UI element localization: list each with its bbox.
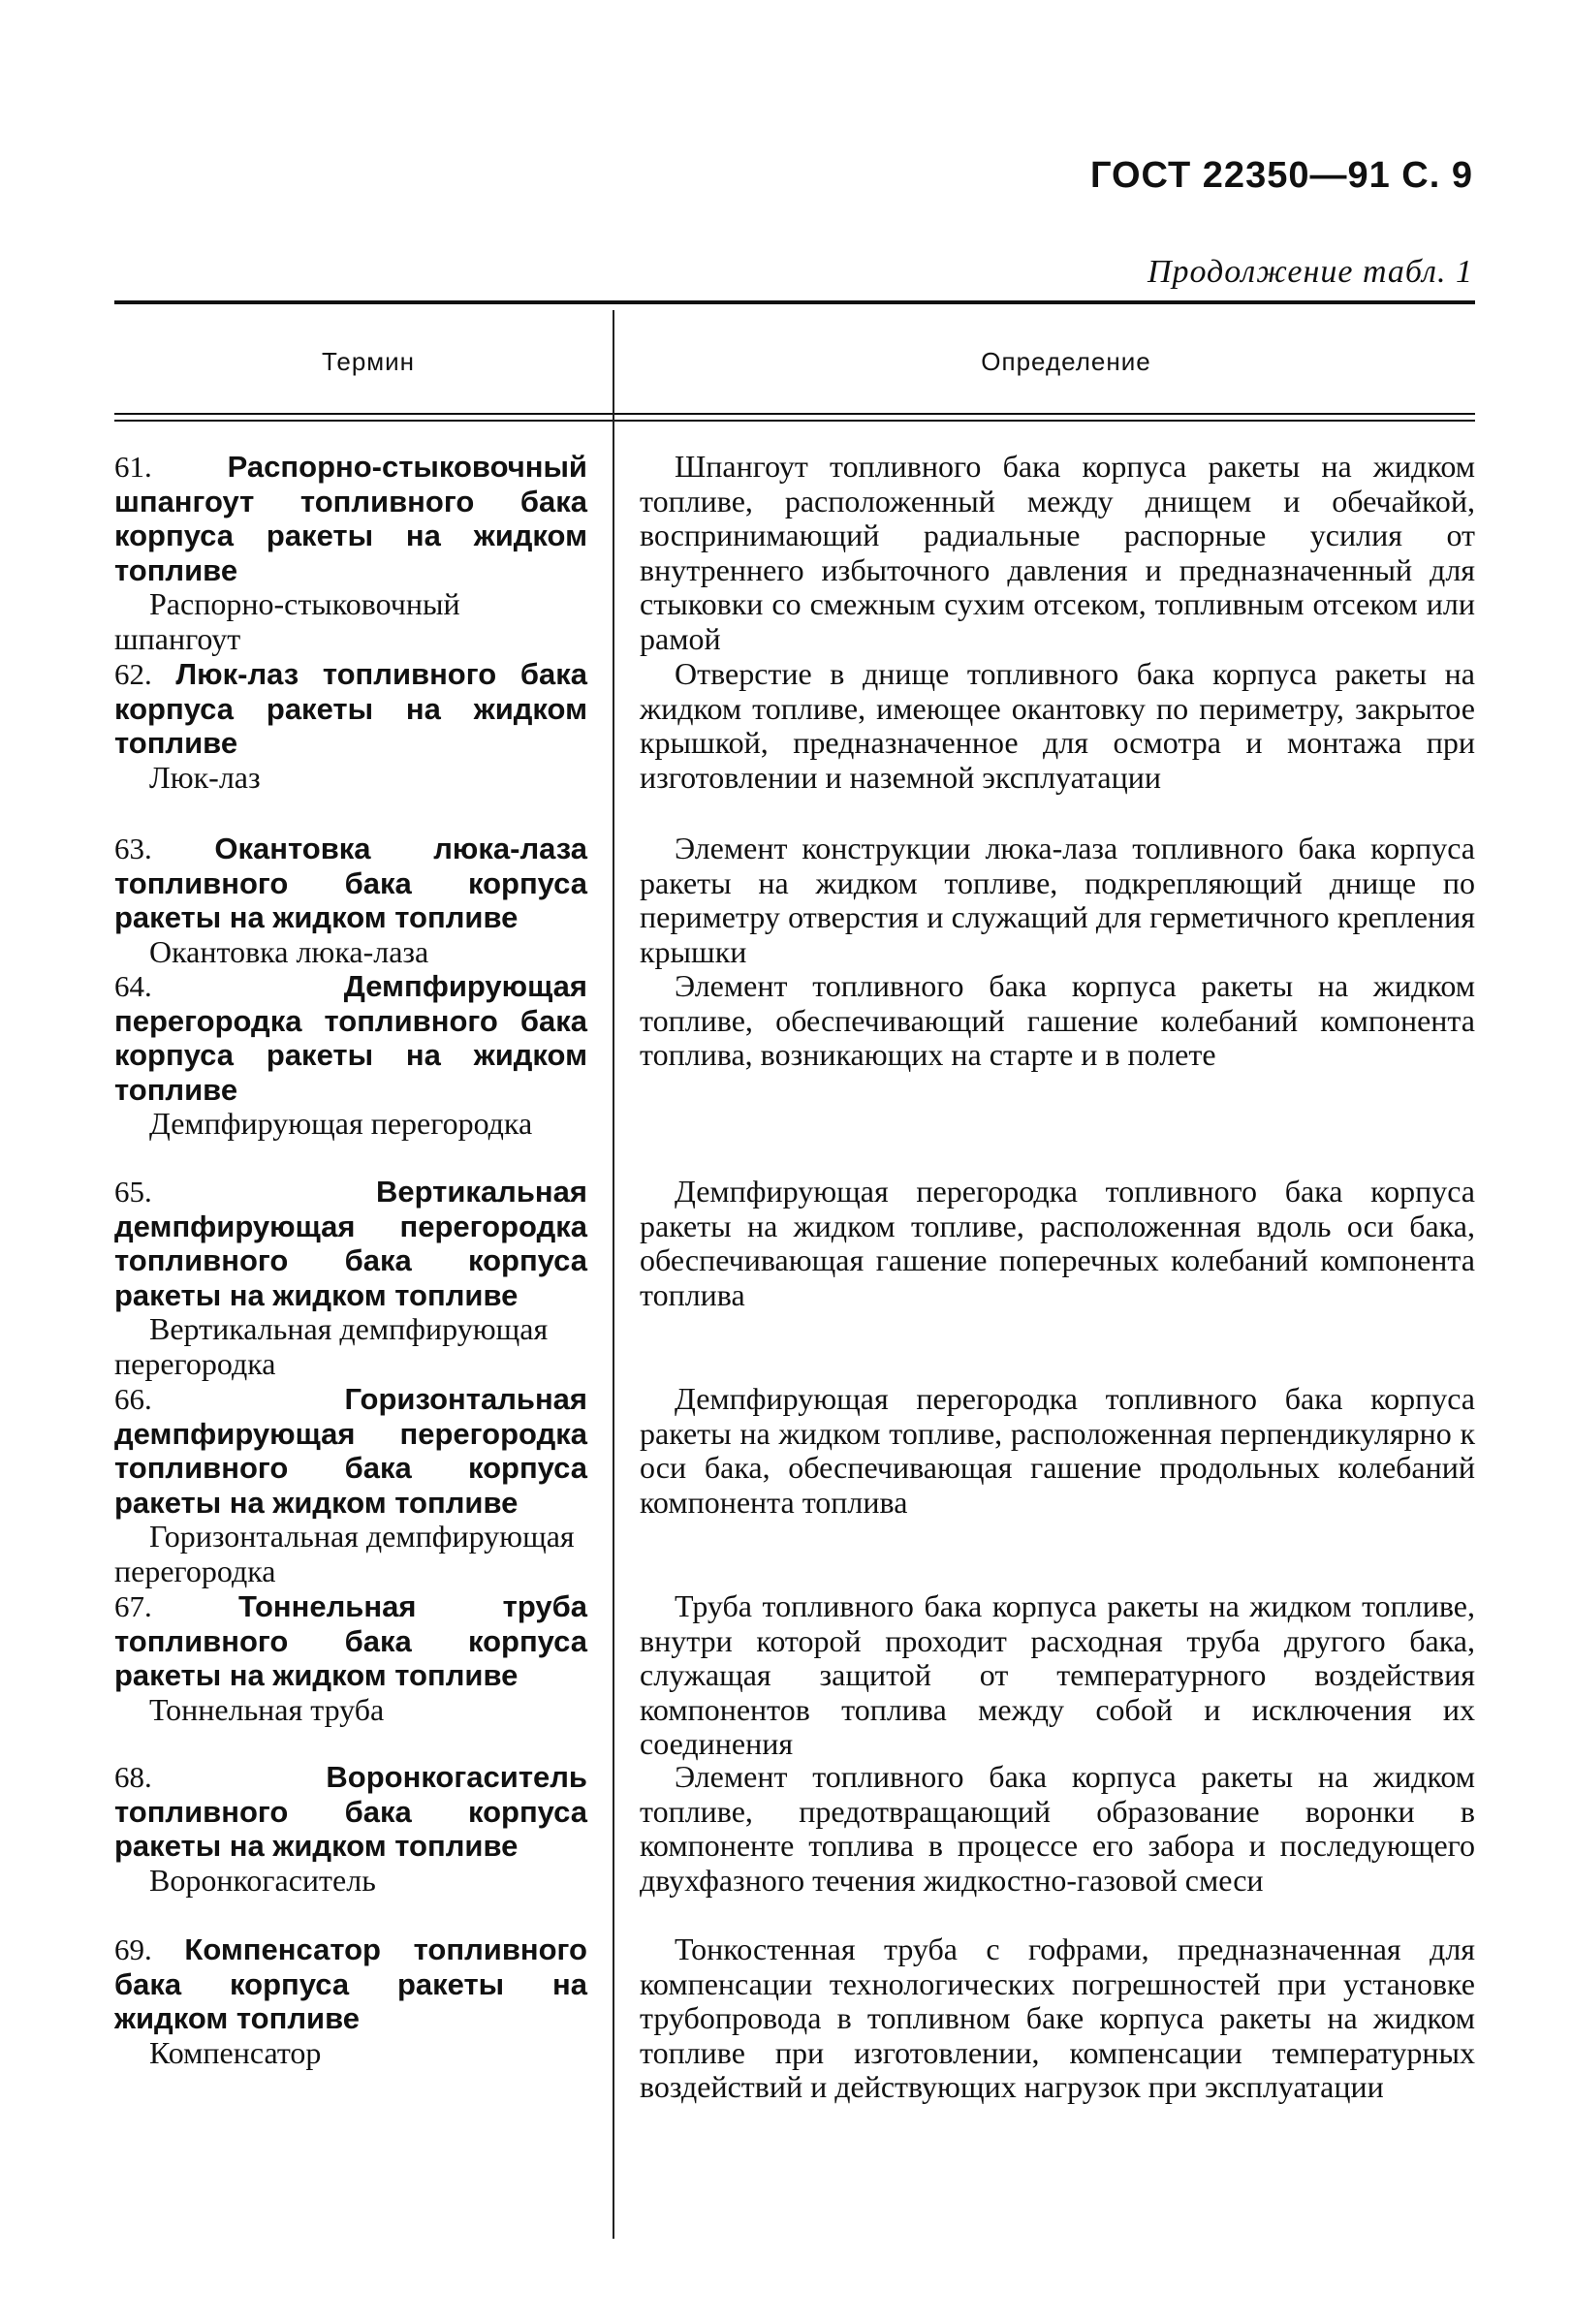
definition-67: Труба топливного бака корпуса ракеты на жидком топливе, внутри которой проходит расходная труба другого бака, служащая защитой от температурного воздействия компонентов топлива между собой и исключения их соединения — [640, 1588, 1475, 1761]
term-title — [114, 450, 587, 587]
table-continuation-label: Продолжение табл. 1 — [1147, 254, 1473, 290]
table-top-rule — [114, 300, 1475, 304]
term-entry-68 — [114, 1760, 587, 1898]
column-divider — [613, 310, 614, 2239]
term-entry-64 — [114, 969, 587, 1142]
term-entry-61 — [114, 450, 587, 656]
term-title — [114, 1589, 587, 1693]
header-double-rule-upper — [114, 413, 1475, 415]
term-name: Компенсатор топливного бака корпуса ракеты на жидком топливе — [114, 1932, 587, 2035]
term-entry-67 — [114, 1589, 587, 1727]
term-name: Люк-лаз топливного бака корпуса ракеты на жидком топливе — [114, 657, 587, 760]
term-title — [114, 1175, 587, 1312]
term-name: Распорно-стыковочный шпангоут топливного бака корпуса ракеты на жидком топливе — [114, 450, 587, 587]
term-entry-69 — [114, 1932, 587, 2070]
header-double-rule-lower — [114, 420, 1475, 422]
definition-69: Тонкостенная труба с гофрами, предназначенная для компенсации технологических погрешностей при установке трубопровода в топливном баке корпуса ракеты на жидком топливе при изготовлении, компенсации температурных воздействий и действующих нагрузок при эксплуатации — [640, 1931, 1475, 2104]
term-title — [114, 1932, 587, 2036]
term-entry-66 — [114, 1382, 587, 1588]
term-name: Окантовка люка-лаза топливного бака корпуса ракеты на жидком топливе — [114, 832, 587, 934]
term-name: Вертикальная демпфирующая перегородка топливного бака корпуса ракеты на жидком топливе — [114, 1175, 587, 1312]
term-title — [114, 1760, 587, 1864]
term-title — [114, 969, 587, 1107]
term-name: Тоннельная труба топливного бака корпуса ракеты на жидком топливе — [114, 1589, 587, 1692]
term-title — [114, 657, 587, 761]
definition-61: Шпангоут топливного бака корпуса ракеты на жидком топливе, расположенный между днищем и обечайкой, воспринимающий радиальные распорные усилия от внутреннего избыточного давления и предназначенный для стыковки со смежным сухим отсеком, топливным отсеком или рамой — [640, 449, 1475, 656]
short-term: Распорно-стыковочный шпангоут — [114, 586, 460, 656]
short-term: Окантовка люка-лаза — [149, 933, 429, 969]
short-term: Горизонтальная демпфирующая перегородка — [114, 1519, 575, 1588]
column-header-term: Термин — [321, 347, 416, 376]
definition-63: Элемент конструкции люка-лаза топливного бака корпуса ракеты на жидком топливе, подкрепляющий днище по периметру отверстия и служащий для герметичного крепления крышки — [640, 831, 1475, 969]
short-term: Люк-лаз — [149, 759, 261, 795]
term-name: Демпфирующая перегородка топливного бака корпуса ракеты на жидком топливе — [114, 969, 587, 1107]
term-number: 65. — [114, 1175, 152, 1209]
short-term: Вертикальная демпфирующая перегородка — [114, 1311, 549, 1381]
term-number: 67. — [114, 1589, 152, 1623]
definition-68: Элемент топливного бака корпуса ракеты на жидком топливе, предотвращающий образование воронки в компоненте топлива в процессе его забора и последующего двухфазного течения жидкостно-газовой смеси — [640, 1759, 1475, 1898]
definition-62: Отверстие в днище топливного бака корпуса ракеты на жидком топливе, имеющее окантовку по периметру, закрытое крышкой, предназначенное для осмотра и монтажа при изготовлении и наземной эксплуатации — [640, 656, 1475, 795]
short-term: Компенсатор — [149, 2034, 322, 2070]
term-name: Воронкогаситель топливного бака корпуса ракеты на жидком топливе — [114, 1760, 587, 1863]
short-term: Воронкогаситель — [149, 1862, 376, 1898]
definition-65: Демпфирующая перегородка топливного бака корпуса ракеты на жидком топливе, расположенная вдоль оси бака, обеспечивающая гашение поперечных колебаний компонента топлива — [640, 1174, 1475, 1312]
term-number: 61. — [114, 450, 152, 484]
page-header-title: ГОСТ 22350—91 С. 9 — [1089, 155, 1473, 196]
short-term: Тоннельная труба — [149, 1691, 385, 1727]
term-entry-63 — [114, 832, 587, 969]
term-number: 68. — [114, 1760, 152, 1794]
column-header-definition: Определение — [981, 347, 1151, 376]
term-title — [114, 832, 587, 935]
definition-66: Демпфирующая перегородка топливного бака корпуса ракеты на жидком топливе, расположенная перпендикулярно к оси бака, обеспечивающая гашение продольных колебаний компонента топлива — [640, 1381, 1475, 1520]
term-number: 63. — [114, 832, 152, 865]
term-entry-65 — [114, 1175, 587, 1381]
term-number: 69. — [114, 1932, 152, 1966]
term-entry-62 — [114, 657, 587, 795]
term-name: Горизонтальная демпфирующая перегородка топливного бака корпуса ракеты на жидком топливе — [114, 1382, 587, 1520]
definition-64: Элемент топливного бака корпуса ракеты на жидком топливе, обеспечивающий гашение колебаний компонента топлива, возникающих на старте и в полете — [640, 968, 1475, 1072]
term-number: 64. — [114, 969, 152, 1003]
term-number: 66. — [114, 1382, 152, 1416]
term-title — [114, 1382, 587, 1520]
term-number: 62. — [114, 657, 152, 691]
short-term: Демпфирующая перегородка — [149, 1106, 533, 1141]
